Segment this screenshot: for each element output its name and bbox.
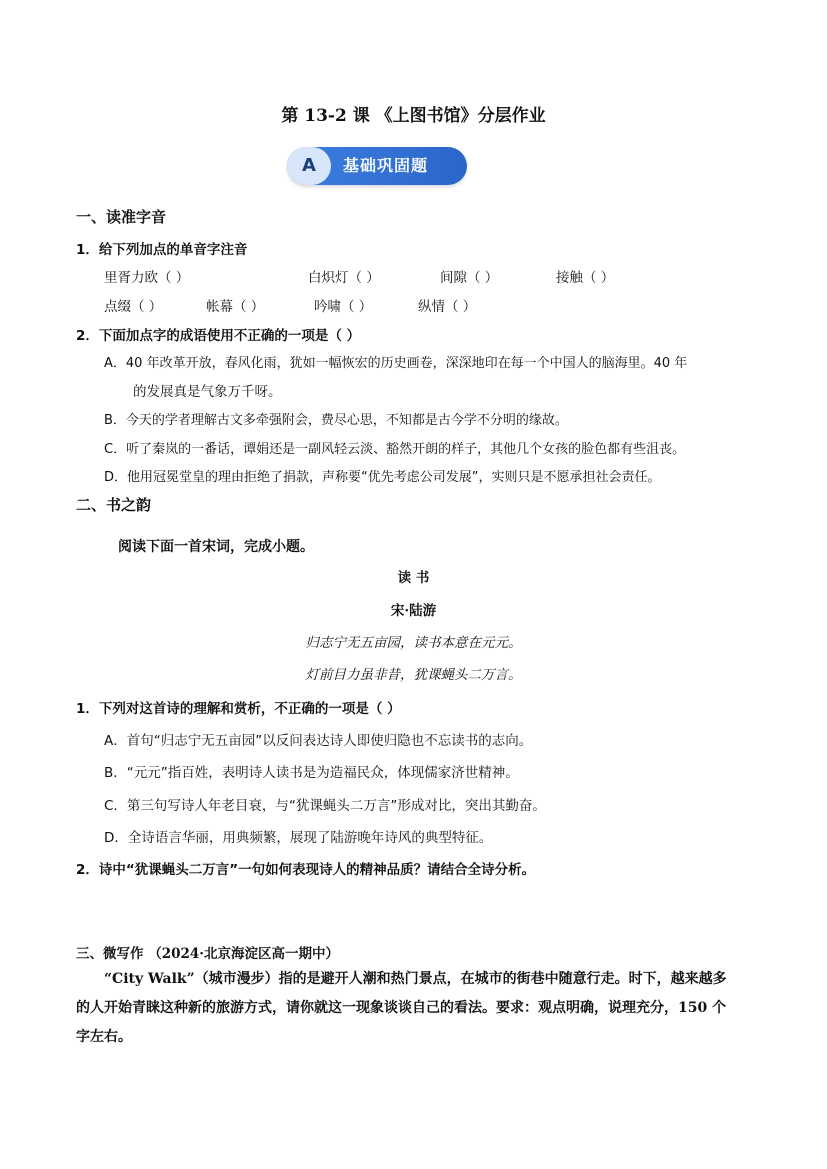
poem-question-1-stem: 1．下列对这首诗的理解和赏析，不正确的一项是（ ） bbox=[76, 701, 401, 717]
question-1-stem: 1．给下列加点的单音字注音 bbox=[76, 242, 248, 258]
pinyin-item: 帐幕（ ） bbox=[206, 299, 265, 315]
poem-title: 读 书 bbox=[397, 570, 430, 586]
poem-question-2: 2．诗中“犹课蝇头二万言”一句如何表现诗人的精神品质？请结合全诗分析。 bbox=[76, 862, 536, 878]
poem-line-1: 归志宁无五亩园，读书本意在元元。 bbox=[305, 635, 522, 651]
section-3-heading: 三、微写作 （2024·北京海淀区高一期中） bbox=[76, 946, 339, 962]
option-a-cont: 的发展真是气象万千呀。 bbox=[133, 384, 282, 400]
pinyin-item: 里胥力欧（ ） bbox=[104, 270, 190, 286]
section-1-heading: 一、读准字音 bbox=[76, 208, 167, 226]
writing-prompt-line-2: 的人开始青睐这种新的旅游方式，请你就这一现象谈谈自己的看法。要求：观点明确，说理充分，150 个 bbox=[76, 1000, 727, 1016]
pinyin-item: 间隙（ ） bbox=[440, 270, 499, 286]
reading-intro: 阅读下面一首宋词，完成小题。 bbox=[118, 539, 314, 555]
pinyin-item: 白炽灯（ ） bbox=[308, 270, 380, 286]
badge-text: 基础巩固题 bbox=[343, 156, 429, 175]
writing-prompt-line-3: 字左右。 bbox=[76, 1029, 132, 1045]
page-title: 第 13-2 课 《上图书馆》分层作业 bbox=[281, 106, 546, 126]
poem-line-2: 灯前目力虽非昔，犹课蝇头二万言。 bbox=[305, 667, 522, 683]
pinyin-item: 点缀（ ） bbox=[104, 299, 163, 315]
pinyin-item: 接触（ ） bbox=[556, 270, 615, 286]
pinyin-item: 纵情（ ） bbox=[418, 299, 477, 315]
pinyin-item: 吟啸（ ） bbox=[314, 299, 373, 315]
section-2-heading: 二、书之韵 bbox=[76, 496, 152, 514]
option-c: C．听了秦岚的一番话，谭娟还是一副风轻云淡、豁然开朗的样子，其他几个女孩的脸色都有些沮丧。 bbox=[104, 442, 686, 457]
option-a: A．40 年改革开放，春风化雨，犹如一幅恢宏的历史画卷，深深地印在每一个中国人的脑海里。40 年 bbox=[104, 356, 688, 371]
writing-prompt-line-1: “City Walk”（城市漫步）指的是避开人潮和热门景点，在城市的街巷中随意行走。时下，越来越多 bbox=[104, 971, 727, 987]
option-d: D．他用冠冕堂皇的理由拒绝了捐款，声称要“优先考虑公司发展”，实则只是不愿承担社会责任。 bbox=[104, 470, 661, 485]
level-badge bbox=[287, 147, 467, 185]
poem-option-c: C．第三句写诗人年老目衰，与“犹课蝇头二万言”形成对比，突出其勤奋。 bbox=[104, 798, 546, 814]
poem-author: 宋·陆游 bbox=[390, 603, 437, 619]
question-2-stem: 2．下面加点字的成语使用不正确的一项是（ ） bbox=[76, 328, 361, 344]
option-b: B．今天的学者理解古文多牵强附会，费尽心思，不知都是古今学不分明的缘故。 bbox=[104, 413, 568, 428]
badge-letter: A bbox=[287, 147, 331, 185]
poem-option-a: A．首句“归志宁无五亩园”以反问表达诗人即使归隐也不忘读书的志向。 bbox=[104, 733, 533, 749]
poem-option-d: D．全诗语言华丽，用典频繁，展现了陆游晚年诗风的典型特征。 bbox=[104, 830, 493, 846]
poem-option-b: B．“元元”指百姓，表明诗人读书是为造福民众，体现儒家济世精神。 bbox=[104, 765, 519, 781]
